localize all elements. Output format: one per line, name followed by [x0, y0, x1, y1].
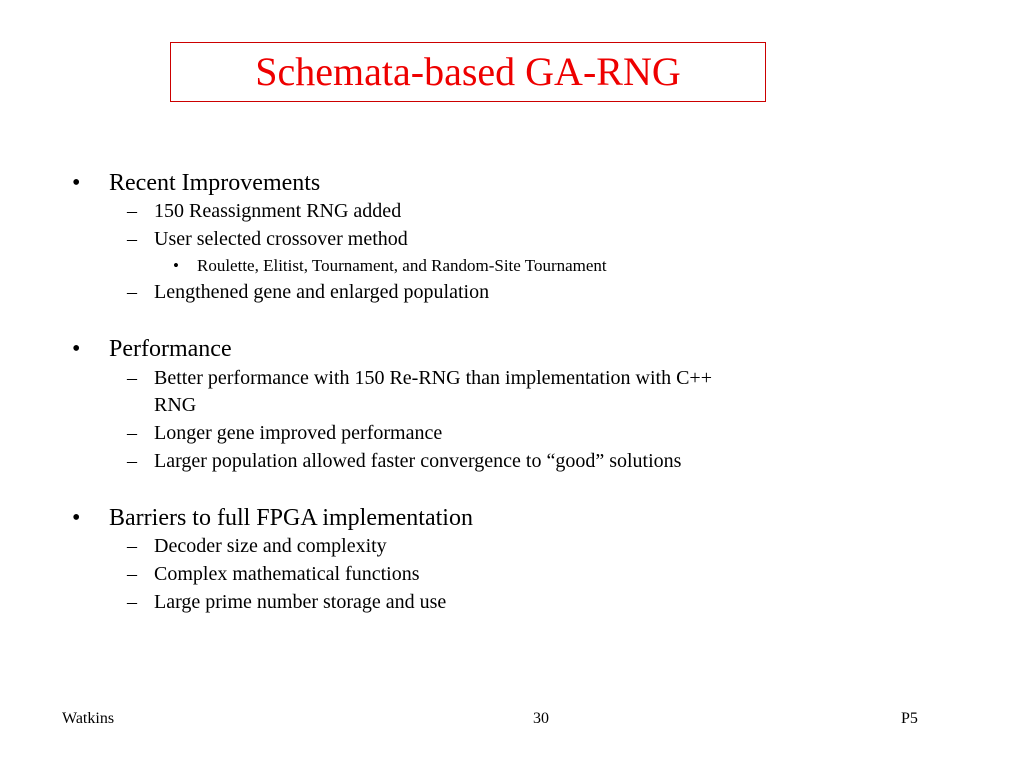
footer-author: Watkins — [62, 710, 115, 727]
section-heading-recent-improvements: Recent Improvements — [109, 170, 321, 196]
list-item: Decoder size and complexity — [154, 535, 387, 557]
sub-marker: – — [127, 367, 137, 389]
sub-marker: – — [127, 200, 137, 222]
section-heading-barriers: Barriers to full FPGA implementation — [109, 505, 473, 531]
footer-code: P5 — [901, 710, 918, 727]
sub-marker: – — [127, 591, 137, 613]
list-item: Roulette, Elitist, Tournament, and Random-Site Tournament — [197, 256, 607, 275]
sub-marker: – — [127, 228, 137, 250]
bullet-marker: • — [72, 170, 81, 196]
list-item: Complex mathematical functions — [154, 563, 420, 585]
sub-marker: – — [127, 422, 137, 444]
list-item: Large prime number storage and use — [154, 591, 447, 613]
list-item: User selected crossover method — [154, 228, 408, 250]
list-item: 150 Reassignment RNG added — [154, 200, 402, 222]
slide-title: Schemata-based GA-RNG — [255, 49, 681, 94]
sub-marker: – — [127, 281, 137, 303]
list-item: Better performance with 150 Re-RNG than implementation with C++ — [154, 367, 712, 389]
sub-marker: – — [127, 535, 137, 557]
list-item: Larger population allowed faster convergence to “good” solutions — [154, 450, 682, 472]
sub-marker: – — [127, 450, 137, 472]
list-item: Longer gene improved performance — [154, 422, 443, 444]
list-item-continuation: RNG — [154, 394, 197, 416]
bullet-marker: • — [173, 256, 179, 275]
sub-marker: – — [127, 563, 137, 585]
footer-page-number: 30 — [533, 710, 549, 727]
section-heading-performance: Performance — [109, 336, 232, 362]
list-item: Lengthened gene and enlarged population — [154, 281, 490, 303]
bullet-marker: • — [72, 336, 81, 362]
bullet-marker: • — [72, 505, 81, 531]
